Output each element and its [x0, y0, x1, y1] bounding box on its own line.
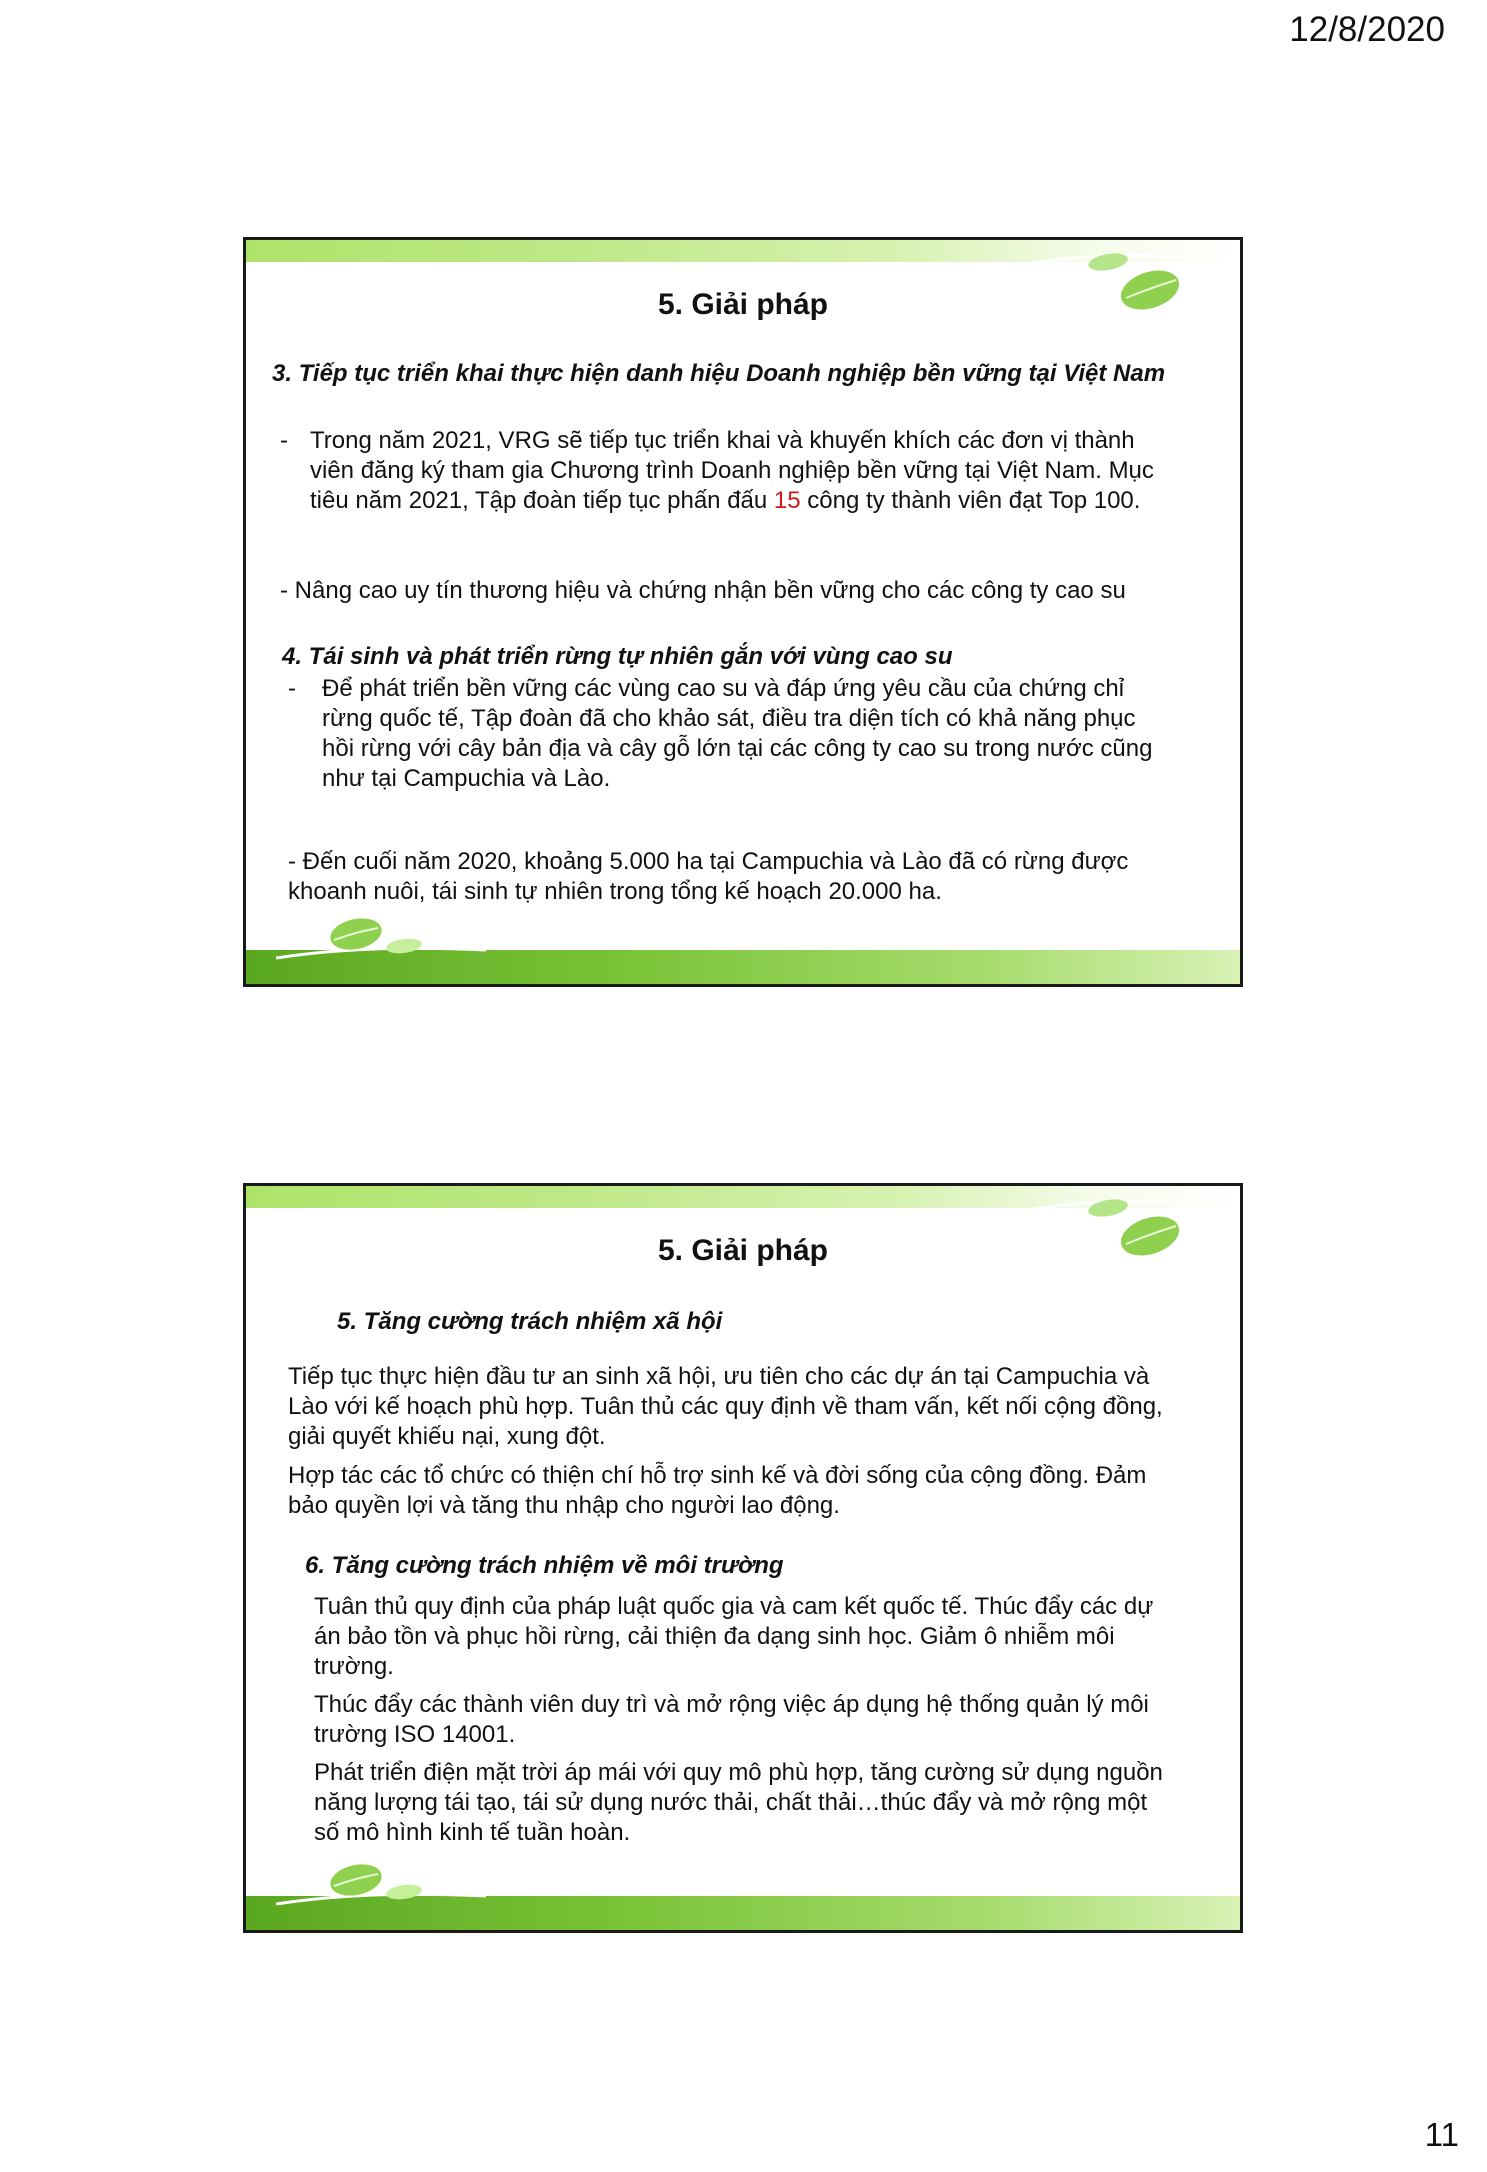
paragraph: Trong năm 2021, VRG sẽ tiếp tục triển khai và khuyến khích các đơn vị thành viên đăng ký tham gia Chương trình Doanh nghiệp bền vững tại Việt Nam. Mục tiêu năm 2021, Tập đoàn tiếp tục phấn đấu 15 công ty thành viên đạt Top 100.: [310, 427, 1154, 514]
page-date: 12/8/2020: [1289, 10, 1445, 49]
list-item: [280, 426, 1170, 516]
slide-title: 5. Giải pháp: [657, 288, 829, 321]
list-item: - Nâng cao uy tín thương hiệu và chứng nhận bền vững cho các công ty cao su: [280, 577, 1126, 604]
slide-2: [243, 1183, 1243, 1933]
paragraph: Phát triển điện mặt trời áp mái với quy mô phù hợp, tăng cường sử dụng nguồn năng lượng tái tạo, tái sử dụng nước thải, chất thải…thúc đẩy và mở rộng một số mô hình kinh tế tuần hoàn.: [314, 1759, 1163, 1846]
paragraph: Tiếp tục thực hiện đầu tư an sinh xã hội, ưu tiên cho các dự án tại Campuchia và Lào với kế hoạch phù hợp. Tuân thủ các quy định về tham vấn, kết nối cộng đồng, giải quyết khiếu nại, xung đột.: [288, 1363, 1163, 1450]
section-heading: 5. Tăng cường trách nhiệm xã hội: [337, 1308, 723, 1335]
section-heading: 6. Tăng cường trách nhiệm về môi trường: [305, 1552, 784, 1579]
paragraph: Tuân thủ quy định của pháp luật quốc gia và cam kết quốc tế. Thúc đẩy các dự án bảo tồn và phục hồi rừng, cải thiện đa dạng sinh học. Giảm ô nhiễm môi trường.: [314, 1593, 1154, 1680]
bullet-dash: -: [280, 427, 288, 454]
list-item: - Đến cuối năm 2020, khoảng 5.000 ha tại Campuchia và Lào đã có rừng được khoanh nuôi, tái sinh tự nhiên trong tổng kế hoạch 20.000 ha.: [288, 848, 1129, 905]
bullet-dash: -: [288, 675, 296, 702]
page-number: 11: [1424, 2116, 1459, 2153]
highlight-number: 15: [773, 487, 801, 514]
section-heading: 3. Tiếp tục triển khai thực hiện danh hiệu Doanh nghiệp bền vững tại Việt Nam: [272, 360, 1166, 387]
leaf-icon: [276, 900, 496, 980]
slide-1: [243, 237, 1243, 987]
paragraph: Để phát triển bền vững các vùng cao su và đáp ứng yêu cầu của chứng chỉ rừng quốc tế, Tập đoàn đã cho khảo sát, điều tra diện tích có khả năng phục hồi rừng với cây bản địa và cây gỗ lớn tại các công ty cao su trong nước cũng như tại Campuchia và Lào.: [322, 675, 1153, 792]
slide-title: 5. Giải pháp: [657, 1234, 829, 1267]
list-item: [288, 674, 1168, 794]
paragraph: Hợp tác các tổ chức có thiện chí hỗ trợ sinh kế và đời sống của cộng đồng. Đảm bảo quyền lợi và tăng thu nhập cho người lao động.: [288, 1462, 1147, 1519]
section-heading: 4. Tái sinh và phát triển rừng tự nhiên gắn với vùng cao su: [282, 643, 953, 670]
leaf-icon: [276, 1846, 496, 1926]
paragraph: Thúc đẩy các thành viên duy trì và mở rộng việc áp dụng hệ thống quản lý môi trường ISO 14001.: [314, 1691, 1149, 1748]
